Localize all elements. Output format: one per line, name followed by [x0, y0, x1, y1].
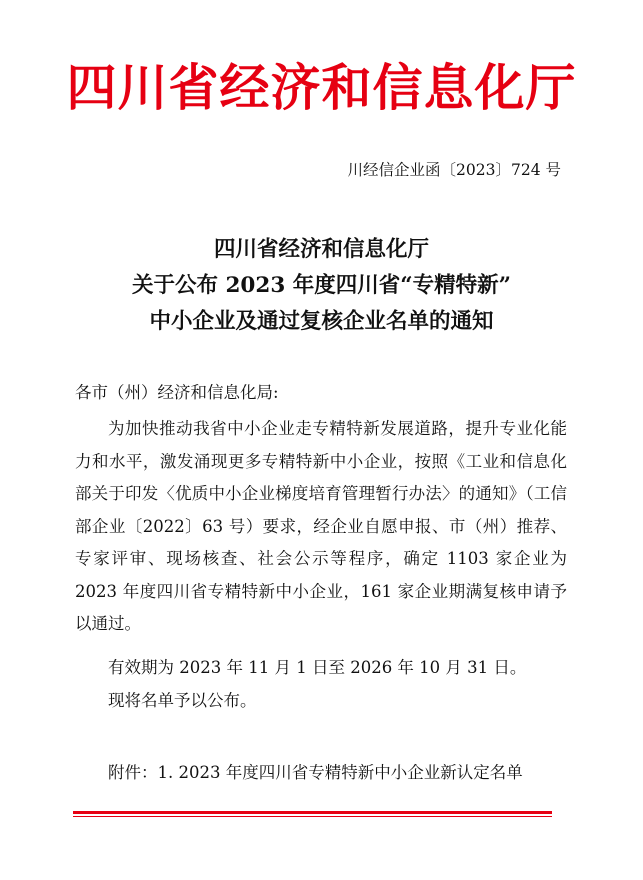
title-line-2: 关于公布 2023 年度四川省“专精特新”	[131, 273, 512, 298]
title-line-3: 中小企业及通过复核企业名单的通知	[149, 309, 494, 334]
title-line-1: 四川省经济和信息化厅	[213, 237, 429, 262]
red-divider-thin	[73, 816, 552, 817]
red-divider-thick	[73, 811, 552, 814]
validity-statement: 有效期为 2023 年 11 月 1 日至 2026 年 10 月 31 日。	[108, 658, 527, 677]
body-paragraph: 为加快推动我省中小企业走专精特新发展道路，提升专业化能力和水平，激发涌现更多专精特新中小企业，按照《工业和信息化部关于印发〈优质中小企业梯度培育管理暂行办法〉的通知》（工信部企业〔2022〕63 号）要求，经企业自愿申报、市（州）推荐、专家评审、现场核查、社会公示等程序，确定 1103 家企业为 2023 年度四川省专精特新中小企业，161 家企业期满复核申请予以通过。	[75, 419, 567, 633]
salutation: 各市（州）经济和信息化局:	[75, 383, 279, 402]
attachment-line: 附件：1. 2023 年度四川省专精特新中小企业新认定名单	[108, 763, 523, 782]
document-title	[0, 232, 643, 340]
document-number: 川经信企业函〔2023〕724 号	[347, 161, 561, 179]
issuer-letterhead: 四川省经济和信息化厅	[66, 59, 577, 117]
announcement-statement: 现将名单予以公布。	[108, 691, 257, 710]
